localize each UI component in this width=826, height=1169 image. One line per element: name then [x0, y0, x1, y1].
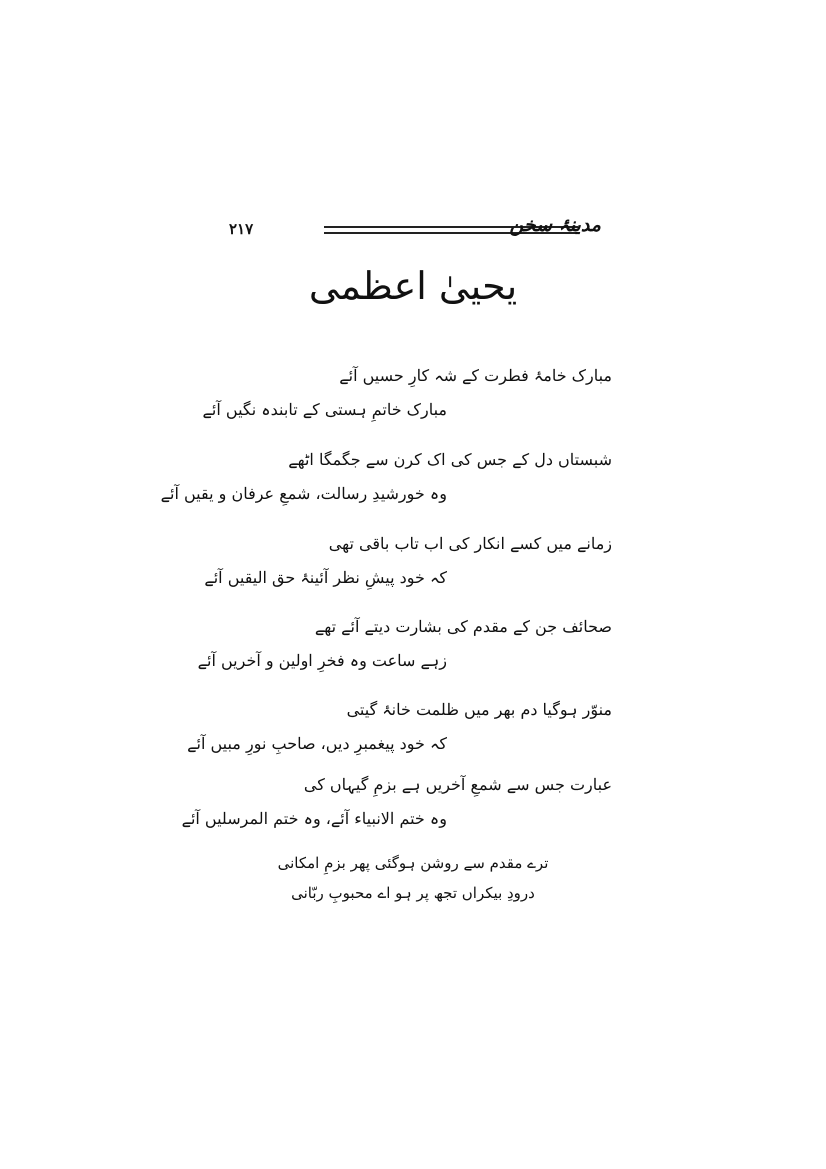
- verse-5: [187, 700, 612, 754]
- closing-couplet: [0, 853, 826, 903]
- verse-line: زمانے میں کسے انکار کی اب تاب باقی تھی: [328, 534, 612, 553]
- verse-line: عبارت جس سے شمعِ آخریں ہے بزمِ گیہاں کی: [303, 775, 612, 794]
- verse-3: [192, 534, 612, 588]
- couplet-line: ترے مقدم سے روشن ہوگئی پھر بزمِ امکانی: [277, 854, 549, 872]
- verse-2: [160, 450, 612, 504]
- verse-line: منوّر ہوگیا دم بھر میں ظلمت خانۂ گیتی: [346, 700, 612, 719]
- verse-line: وہ ختم الانبیاء آئے، وہ ختم المرسلیں آئے: [181, 809, 447, 828]
- page-number: ۲۱۷: [229, 220, 254, 238]
- verse-line: صحائف جن کے مقدم کی بشارت دیتے آئے تھے: [314, 617, 612, 636]
- verse-line: مبارک خاتمِ ہستی کے تابندہ نگیں آئے: [202, 400, 447, 419]
- couplet-line: درودِ بیکراں تجھ پر ہو اے محبوبِ ربّانی: [291, 884, 535, 902]
- verse-1: [192, 366, 612, 420]
- verse-line: کہ خود پیغمبرِ دیں، صاحبِ نورِ مبیں آئے: [187, 734, 447, 753]
- verse-line: شبستاں دل کے جس کی اک کرن سے جگمگا اٹھے: [288, 450, 612, 469]
- verse-line: وہ خورشیدِ رسالت، شمعِ عرفان و یقیں آئے: [160, 484, 447, 503]
- poet-name: یحییٰ اعظمی: [308, 264, 518, 308]
- verse-line: مبارک خامۂ فطرت کے شہ کارِ حسیں آئے: [339, 366, 612, 385]
- verse-4: [192, 617, 612, 671]
- verse-6: [181, 775, 612, 829]
- verse-line: زہے ساعت وہ فخرِ اولین و آخریں آئے: [197, 651, 447, 670]
- verse-line: کہ خود پیشِ نظر آئینۂ حق الیقیں آئے: [204, 568, 447, 587]
- book-title: مدینۂ سخن: [509, 214, 601, 236]
